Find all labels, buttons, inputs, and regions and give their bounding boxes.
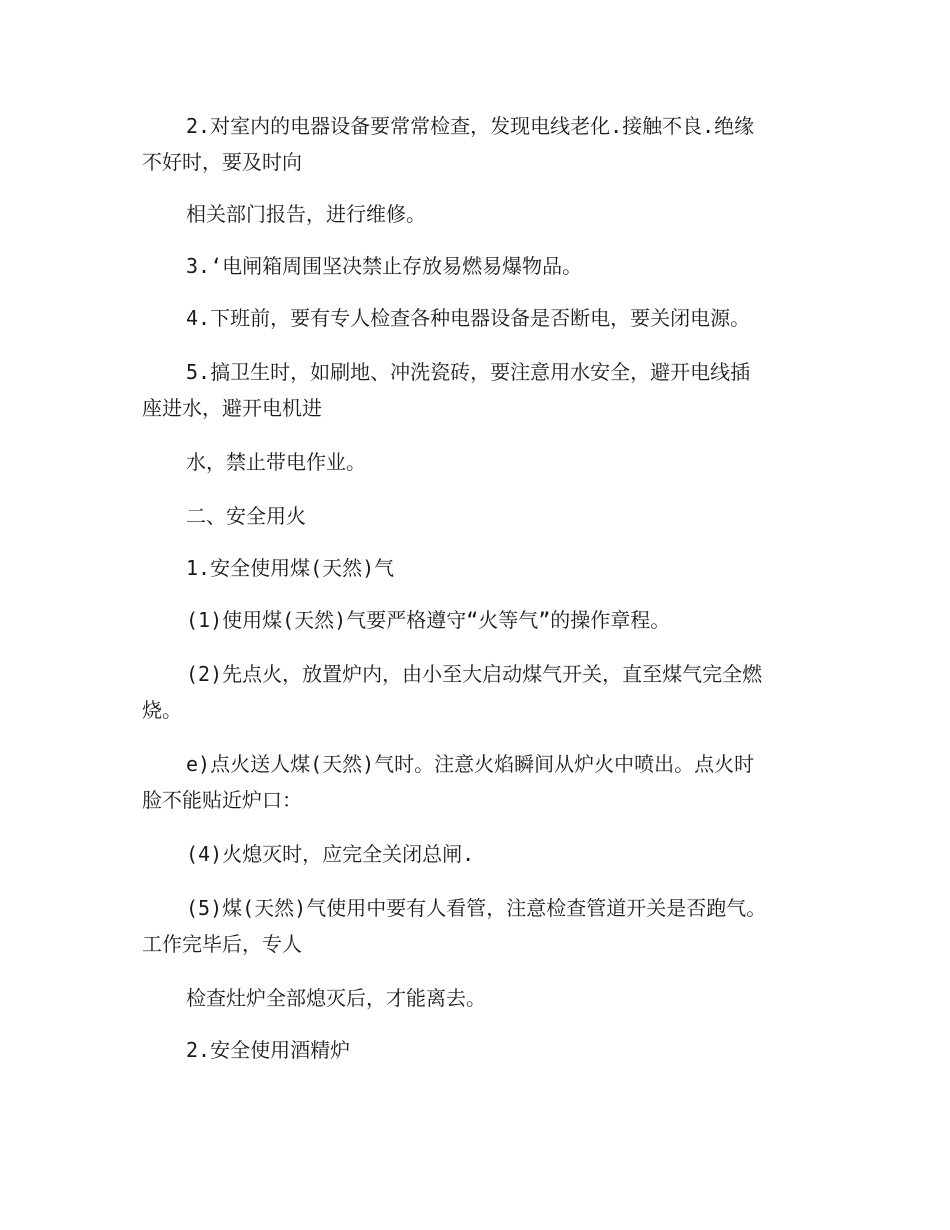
subheading: 2.安全使用酒精炉	[186, 1038, 351, 1062]
paragraph-no-live-work	[142, 444, 812, 480]
paragraph-cleaning-water	[142, 354, 812, 426]
text-line: e)点火送人煤(天然)气时。注意火焰瞬间从炉火中喷出。点火时	[186, 752, 755, 776]
text-line: 2.对室内的电器设备要常常检查，发现电线老化.接触不良.绝缘	[186, 114, 755, 138]
text-line: 烧。	[142, 698, 182, 722]
text-line: (5)煤(天然)气使用中要有人看管，注意检查管道开关是否跑气。	[186, 896, 767, 920]
paragraph-power-off	[142, 300, 812, 336]
subheading-gas-use	[142, 550, 812, 586]
text-line: 工作完毕后，专人	[142, 932, 302, 956]
text-line: 相关部门报告，进行维修。	[186, 202, 426, 226]
text-line: (2)先点火，放置炉内，由小至大启动煤气开关，直至煤气完全燃	[186, 662, 763, 686]
text-line: 座进水，避开电机进	[142, 396, 322, 420]
subheading: 1.安全使用煤(天然)气	[186, 556, 395, 580]
text-line: 脸不能贴近炉口：	[142, 788, 302, 812]
paragraph-gas-rule-5	[142, 890, 812, 962]
text-line: 5.搞卫生时，如刷地、冲洗瓷砖，要注意用水安全，避开电线插	[186, 360, 751, 384]
paragraph-electrical-inspection	[142, 108, 812, 180]
paragraph-final-check	[142, 980, 812, 1016]
paragraph-gas-rule-3	[142, 746, 812, 818]
text-line: (4)火熄灭时，应完全关闭总闸.	[186, 842, 475, 866]
paragraph-report-repair	[142, 196, 812, 232]
paragraph-gas-rule-1	[142, 602, 812, 638]
text-line: (1)使用煤(天然)气要严格遵守“火等气”的操作章程。	[186, 608, 671, 632]
paragraph-gas-rule-4	[142, 836, 812, 872]
paragraph-switchbox	[142, 248, 812, 284]
text-line: 不好时，要及时向	[142, 150, 302, 174]
section-heading: 二、安全用火	[186, 504, 306, 528]
text-line: 水，禁止带电作业。	[186, 450, 366, 474]
subheading-alcohol-stove	[142, 1032, 812, 1068]
text-line: 4.下班前，要有专人检查各种电器设备是否断电，要关闭电源。	[186, 306, 751, 330]
paragraph-gas-rule-2	[142, 656, 812, 728]
section-heading-fire-safety	[142, 498, 812, 534]
text-line: 检查灶炉全部熄灭后，才能离去。	[186, 986, 486, 1010]
text-line: 3.‘电闸箱周围坚决禁止存放易燃易爆物品。	[186, 254, 583, 278]
